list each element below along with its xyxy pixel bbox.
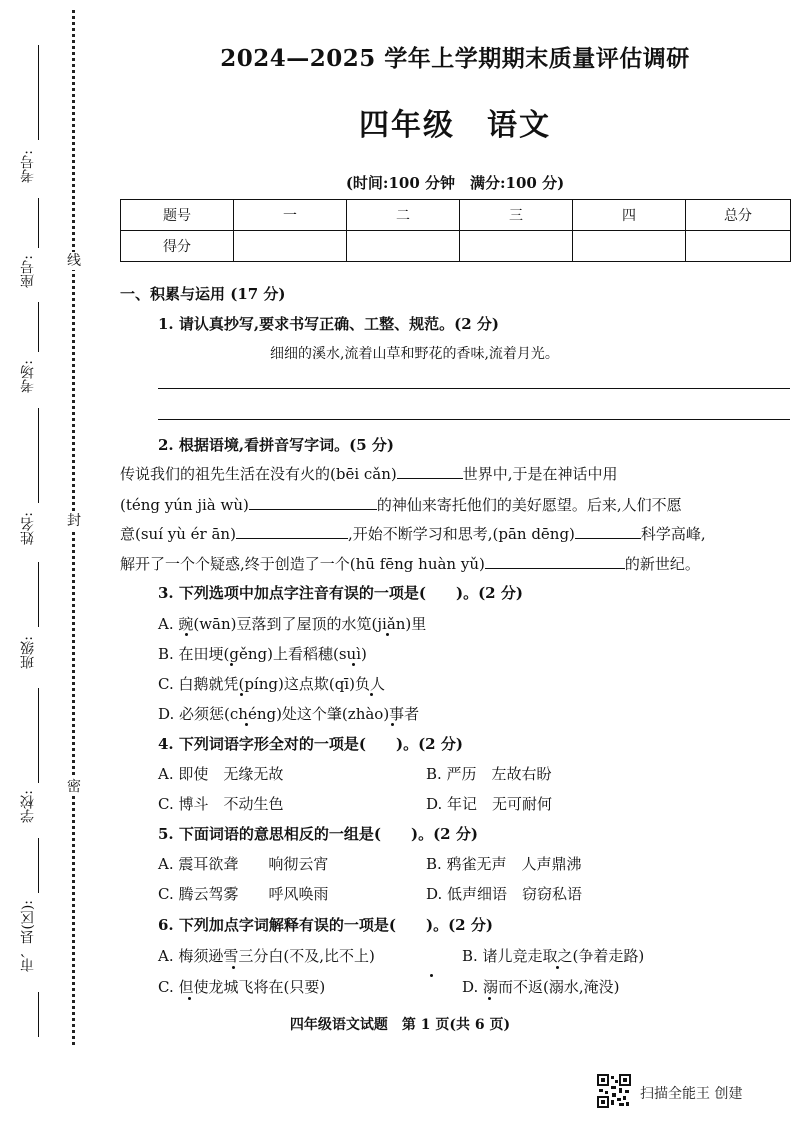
score-cell[interactable] xyxy=(460,231,573,262)
table-cell: 总分 xyxy=(686,200,791,231)
exam-room-label: 考场: xyxy=(20,360,36,393)
question-4-option-a[interactable]: A. 即使 无缘无故 xyxy=(158,765,284,783)
table-cell: 三 xyxy=(460,200,573,231)
emphasis-dot xyxy=(352,663,355,666)
question-5-option-a[interactable]: A. 震耳欲聋 响彻云宵 xyxy=(158,855,329,873)
question-1-prompt: 1. 请认真抄写,要求书写正确、工整、规范。(2 分) xyxy=(158,315,499,333)
answer-blank[interactable] xyxy=(249,494,377,510)
question-6-option-c[interactable]: C. 但使龙城飞将在(只要) xyxy=(158,978,326,996)
answer-blank[interactable] xyxy=(397,463,463,479)
question-1-copy-text: 细细的溪水,流着山草和野花的香味,流着月光。 xyxy=(270,346,559,362)
question-2-line-4 xyxy=(120,553,700,574)
emphasis-dot xyxy=(391,723,394,726)
table-cell: 题号 xyxy=(121,200,234,231)
scanner-watermark: 扫描全能王 创建 xyxy=(640,1086,743,1102)
emphasis-dot xyxy=(188,997,191,1000)
question-6-option-b[interactable]: B. 诸儿竞走取之(争着走路) xyxy=(462,947,645,965)
score-table xyxy=(120,199,791,262)
margin-rule xyxy=(38,408,39,503)
exam-meta: (时间:100 分钟 满分:100 分) xyxy=(345,174,565,192)
question-3-option-a[interactable]: A. 豌(wān)豆落到了屋顶的水笕(jiǎn)里 xyxy=(158,615,427,633)
answer-blank[interactable] xyxy=(575,523,641,539)
question-6-option-d[interactable]: D. 溺而不返(溺水,淹没) xyxy=(462,978,620,996)
question-2-prompt: 2. 根据语境,看拼音写字词。(5 分) xyxy=(158,436,394,454)
question-3-option-b[interactable]: B. 在田埂(gěng)上看稻穗(suì) xyxy=(158,645,367,663)
exam-number-label: 考号: xyxy=(20,150,36,183)
answer-blank[interactable] xyxy=(236,523,348,539)
qr-code-icon xyxy=(597,1074,631,1108)
emphasis-dot xyxy=(488,997,491,1000)
score-table-header-row xyxy=(121,200,791,231)
answer-blank[interactable] xyxy=(485,553,625,569)
question-5-option-d[interactable]: D. 低声细语 窃窃私语 xyxy=(426,885,583,903)
question-6-prompt: 6. 下列加点字词解释有误的一项是( )。(2 分) xyxy=(158,916,493,934)
class-label: 班级: xyxy=(20,636,36,669)
score-table-score-row xyxy=(121,231,791,262)
subject-title: 四年级 语文 xyxy=(359,108,551,143)
page-footer: 四年级语文试题 第 1 页(共 6 页) xyxy=(289,1017,511,1033)
question-5-prompt: 5. 下面词语的意思相反的一组是( )。(2 分) xyxy=(158,825,478,843)
seal-mark-xian: 线 xyxy=(67,253,81,269)
city-county-label: 市、县(区): xyxy=(20,900,36,972)
table-cell: 二 xyxy=(347,200,460,231)
section-title: 一、积累与运用 (17 分) xyxy=(120,285,286,303)
question-4-option-b[interactable]: B. 严历 左故右盼 xyxy=(426,765,552,783)
emphasis-dot xyxy=(370,693,373,696)
question-4-prompt: 4. 下列词语字形全对的一项是( )。(2 分) xyxy=(158,735,463,753)
question-4-option-d[interactable]: D. 年记 无可耐何 xyxy=(426,795,553,813)
emphasis-dot xyxy=(386,633,389,636)
exam-title: 2024—2025 学年上学期期末质量评估调研 xyxy=(220,45,690,72)
question-5-option-b[interactable]: B. 鸦雀无声 人声鼎沸 xyxy=(426,855,582,873)
text: 传说我们的祖先生活在没有火的(bēi cǎn) xyxy=(120,465,397,483)
score-cell[interactable] xyxy=(347,231,460,262)
school-label: 学校: xyxy=(20,790,36,823)
table-cell: 四 xyxy=(573,200,686,231)
question-5-option-c[interactable]: C. 腾云驾雾 呼风唤雨 xyxy=(158,885,329,903)
question-2-line-2 xyxy=(120,494,682,515)
writing-line[interactable] xyxy=(158,419,790,420)
seal-mark-mi: 密 xyxy=(67,779,81,795)
emphasis-dot xyxy=(240,693,243,696)
table-cell: 得分 xyxy=(121,231,234,262)
text: ,开始不断学习和思考,(pān dēng) xyxy=(347,525,575,543)
seal-mark-feng: 封 xyxy=(67,513,81,529)
margin-rule xyxy=(38,562,39,627)
score-cell[interactable] xyxy=(686,231,791,262)
margin-rule xyxy=(38,198,39,248)
question-2-line-1 xyxy=(120,463,618,484)
writing-line[interactable] xyxy=(158,388,790,389)
question-6-option-a[interactable]: A. 梅须逊雪三分白(不及,比不上) xyxy=(158,947,375,965)
text: 世界中,于是在神话中用 xyxy=(462,465,618,483)
emphasis-dot xyxy=(232,966,235,969)
question-3-option-c[interactable]: C. 白鹅就凭(píng)这点欺(qī)负人 xyxy=(158,675,385,693)
margin-rule xyxy=(38,992,39,1037)
emphasis-dot xyxy=(185,633,188,636)
question-3-prompt: 3. 下列选项中加点字注音有误的一项是( )。(2 分) xyxy=(158,584,523,602)
name-label: 姓名: xyxy=(20,512,36,545)
text: 的神仙来寄托他们的美好愿望。后来,人们不愿 xyxy=(376,496,682,514)
emphasis-dot xyxy=(430,974,433,977)
score-cell[interactable] xyxy=(573,231,686,262)
question-2-line-3 xyxy=(120,523,706,544)
question-4-option-c[interactable]: C. 博斗 不动生色 xyxy=(158,795,284,813)
score-cell[interactable] xyxy=(234,231,347,262)
question-3-option-d[interactable]: D. 必须惩(chéng)处这个肇(zhào)事者 xyxy=(158,705,420,723)
text: 解开了一个个疑惑,终于创造了一个(hū fēng huàn yǔ) xyxy=(120,555,485,573)
text: 的新世纪。 xyxy=(624,555,700,573)
text: 意(suí yù ér ān) xyxy=(120,525,236,543)
text: (téng yún jià wù) xyxy=(120,496,249,514)
seat-number-label: 座号: xyxy=(20,255,36,288)
emphasis-dot xyxy=(556,966,559,969)
margin-rule xyxy=(38,838,39,893)
margin-rule xyxy=(38,688,39,783)
margin-rule xyxy=(38,45,39,140)
emphasis-dot xyxy=(230,663,233,666)
emphasis-dot xyxy=(245,723,248,726)
margin-rule xyxy=(38,302,39,352)
text: 科学高峰, xyxy=(640,525,706,543)
table-cell: 一 xyxy=(234,200,347,231)
